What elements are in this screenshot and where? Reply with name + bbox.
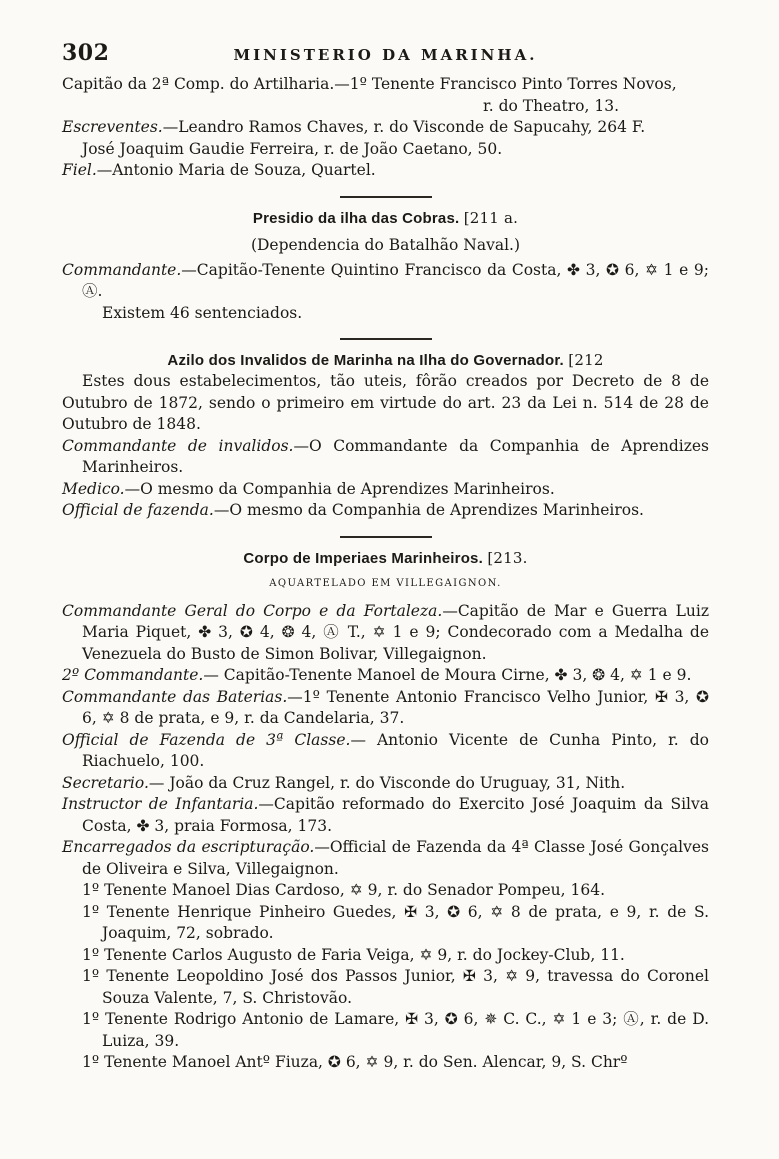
intro-entry: Fiel.—Antonio Maria de Souza, Quartel. xyxy=(62,161,376,179)
entry: Commandante.—Capitão-Tenente Quintino Francisco da Costa, ✤ 3, ✪ 6, ✡ 1 e 9; Ⓐ. xyxy=(62,260,709,300)
section-divider xyxy=(340,338,432,340)
intro-entry: r. do Theatro, 13. xyxy=(483,96,619,115)
officer-entry: 1º Tenente Manoel Antº Fiuza, ✪ 6, ✡ 9, r. do Sen. Alencar, 9, S. Chrº xyxy=(82,1053,628,1071)
section-divider xyxy=(340,536,432,538)
entry: Commandante das Baterias.—1º Tenente Antonio Francisco Velho Junior, ✠ 3, ✪ 6, ✡ 8 de prata, e 9, r. da Candelaria, 37. xyxy=(62,687,709,727)
intro-entry: Escreventes.—Leandro Ramos Chaves, r. do Visconde de Sapucahy, 264 F. xyxy=(62,118,646,136)
section-heading: Presidio da ilha das Cobras. [211 a. xyxy=(252,208,519,227)
page-number: 302 xyxy=(62,40,110,66)
officer-entry: 1º Tenente Manoel Dias Cardoso, ✡ 9, r. do Senador Pompeu, 164. xyxy=(82,881,605,899)
running-title: MINISTERIO DA MARINHA. xyxy=(233,46,538,64)
officer-entry: 1º Tenente Carlos Augusto de Faria Veiga, ✡ 9, r. do Jockey-Club, 11. xyxy=(82,945,625,964)
entry: 2º Commandante.— Capitão-Tenente Manoel de Moura Cirne, ✤ 3, ❂ 4, ✡ 1 e 9. xyxy=(62,666,692,684)
intro-entry: José Joaquim Gaudie Ferreira, r. de João Caetano, 50. xyxy=(82,139,503,158)
officer-entry: 1º Tenente Leopoldino José dos Passos Junior, ✠ 3, ✡ 9, travessa do Coronel Souza Valente, 7, S. Christovão. xyxy=(82,967,709,1007)
entry: Official de Fazenda de 3ª Classe.— Antonio Vicente de Cunha Pinto, r. do Riachuelo, 100. xyxy=(62,730,709,770)
entry: Commandante de invalidos.—O Commandante da Companhia de Aprendizes Marinheiros. xyxy=(62,436,710,476)
entry: Commandante Geral do Corpo e da Fortaleza.—Capitão de Mar e Guerra Luiz Maria Piquet, ✤ 3, ✪ 4, ❂ 4, Ⓐ T., ✡ 1 e 9; Condecorado com a Medalha de Venezuela do Busto de Simon Bolivar, Villegaignon. xyxy=(62,601,710,663)
entry: Medico.—O mesmo da Companhia de Aprendizes Marinheiros. xyxy=(62,479,555,498)
page-header xyxy=(62,40,709,74)
section-subtitle: (Dependencia do Batalhão Naval.) xyxy=(250,235,521,254)
entry: Secretario.— João da Cruz Rangel, r. do Visconde do Uruguay, 31, Nith. xyxy=(62,773,626,792)
section-heading: Azilo dos Invalidos de Marinha na Ilha do Governador. [212 xyxy=(167,351,604,369)
section-paragraph: Estes dous estabelecimentos, tão uteis, fôrão creados por Decreto de 8 de Outubro de 1872, sendo o primeiro em virtude do art. 23 da Lei n. 514 de 28 de Outubro de 1848. xyxy=(62,372,709,433)
entry: Existem 46 sentenciados. xyxy=(102,303,303,322)
officer-entry: 1º Tenente Henrique Pinheiro Guedes, ✠ 3, ✪ 6, ✡ 8 de prata, e 9, r. de S. Joaquim, 72, sobrado. xyxy=(82,902,709,942)
section-heading: Corpo de Imperiaes Marinheiros. [213. xyxy=(243,548,528,567)
section-divider xyxy=(340,196,432,198)
section-subtitle: AQUARTELADO EM VILLEGAIGNON. xyxy=(269,577,502,589)
entry: Official de fazenda.—O mesmo da Companhia de Aprendizes Marinheiros. xyxy=(62,501,644,519)
intro-entry: Capitão da 2ª Comp. do Artilharia.—1º Tenente Francisco Pinto Torres Novos, xyxy=(62,75,677,93)
officer-entry: 1º Tenente Rodrigo Antonio de Lamare, ✠ 3, ✪ 6, ✵ C. C., ✡ 1 e 3; Ⓐ, r. de D. Luiza, 39. xyxy=(82,1010,709,1050)
entry: Encarregados da escripturação.—Official de Fazenda da 4ª Classe José Gonçalves de Oliveira e Silva, Villegaignon. xyxy=(62,838,710,878)
entry: Instructor de Infantaria.—Capitão reformado do Exercito José Joaquim da Silva Costa, ✤ 3, praia Formosa, 173. xyxy=(62,795,709,835)
intro-block xyxy=(62,74,709,182)
